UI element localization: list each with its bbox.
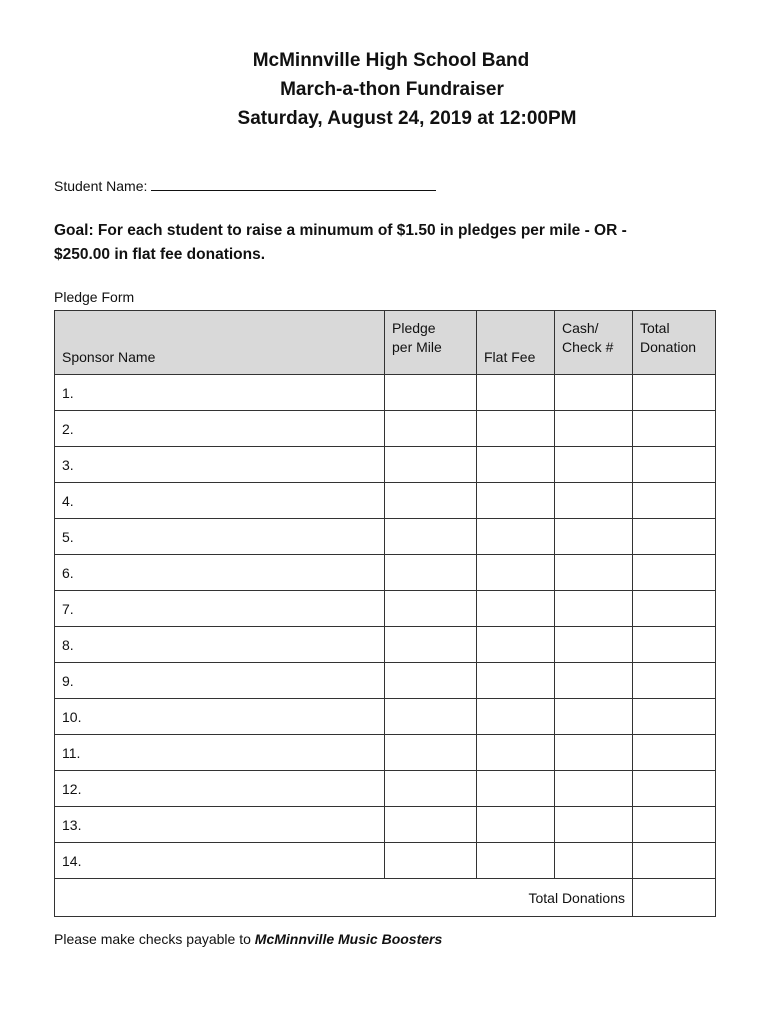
flat-fee-cell[interactable] (477, 375, 555, 411)
sponsor-name-cell[interactable]: 12. (55, 771, 385, 807)
cash-check-cell[interactable] (555, 699, 633, 735)
header-cash-check: Cash/ Check # (555, 311, 633, 375)
cash-check-cell[interactable] (555, 447, 633, 483)
pledge-per-mile-cell[interactable] (385, 699, 477, 735)
sponsor-name-cell[interactable]: 11. (55, 735, 385, 771)
student-name-blank[interactable] (151, 176, 436, 191)
pledge-per-mile-cell[interactable] (385, 519, 477, 555)
total-donation-cell[interactable] (633, 627, 716, 663)
table-row (55, 771, 716, 807)
flat-fee-cell[interactable] (477, 555, 555, 591)
goal-line-1: Goal: For each student to raise a minumum of $1.50 in pledges per mile - OR - (54, 222, 627, 239)
pledge-per-mile-cell[interactable] (385, 375, 477, 411)
pledge-per-mile-cell[interactable] (385, 807, 477, 843)
pledge-form-label: Pledge Form (54, 289, 135, 305)
sponsor-name-cell[interactable]: 13. (55, 807, 385, 843)
title-event-name: March-a-thon Fundraiser (280, 79, 504, 100)
pledge-per-mile-cell[interactable] (385, 447, 477, 483)
cash-check-cell[interactable] (555, 519, 633, 555)
table-row (55, 483, 716, 519)
cash-check-cell[interactable] (555, 735, 633, 771)
pledge-per-mile-cell[interactable] (385, 483, 477, 519)
sponsor-name-cell[interactable]: 6. (55, 555, 385, 591)
total-donation-cell[interactable] (633, 663, 716, 699)
document-title (0, 46, 770, 133)
cash-check-cell[interactable] (555, 771, 633, 807)
goal-line-2: $250.00 in flat fee donations. (54, 246, 266, 263)
total-donations-label: Total Donations (55, 879, 633, 917)
pledge-per-mile-cell[interactable] (385, 555, 477, 591)
goal-statement (54, 219, 714, 267)
header-flat-fee: Flat Fee (477, 311, 555, 375)
flat-fee-cell[interactable] (477, 627, 555, 663)
sponsor-name-cell[interactable]: 10. (55, 699, 385, 735)
total-donation-cell[interactable] (633, 375, 716, 411)
sponsor-name-cell[interactable]: 3. (55, 447, 385, 483)
total-donation-cell[interactable] (633, 519, 716, 555)
sponsor-name-cell[interactable]: 8. (55, 627, 385, 663)
sponsor-name-cell[interactable]: 14. (55, 843, 385, 879)
flat-fee-cell[interactable] (477, 447, 555, 483)
total-donation-cell[interactable] (633, 699, 716, 735)
table-row (55, 627, 716, 663)
total-donation-cell[interactable] (633, 843, 716, 879)
pledge-per-mile-cell[interactable] (385, 591, 477, 627)
sponsor-name-cell[interactable]: 2. (55, 411, 385, 447)
cash-check-cell[interactable] (555, 375, 633, 411)
flat-fee-cell[interactable] (477, 591, 555, 627)
flat-fee-cell[interactable] (477, 843, 555, 879)
pledge-table (54, 310, 716, 917)
total-donation-cell[interactable] (633, 411, 716, 447)
cash-check-cell[interactable] (555, 807, 633, 843)
footer-note (54, 931, 442, 947)
title-school-band: McMinnville High School Band (252, 50, 530, 71)
total-donation-cell[interactable] (633, 555, 716, 591)
table-row (55, 519, 716, 555)
total-donation-cell[interactable] (633, 447, 716, 483)
table-row (55, 447, 716, 483)
total-donation-cell[interactable] (633, 735, 716, 771)
table-row (55, 843, 716, 879)
pledge-table-body (55, 375, 716, 917)
flat-fee-cell[interactable] (477, 699, 555, 735)
total-donations-cell[interactable] (633, 879, 716, 917)
total-donation-cell[interactable] (633, 483, 716, 519)
sponsor-name-cell[interactable]: 1. (55, 375, 385, 411)
footer-payee: McMinnville Music Boosters (254, 931, 443, 947)
table-row (55, 411, 716, 447)
cash-check-cell[interactable] (555, 591, 633, 627)
pledge-table-header (55, 311, 716, 375)
header-total-donation: Total Donation (633, 311, 716, 375)
flat-fee-cell[interactable] (477, 735, 555, 771)
table-row (55, 807, 716, 843)
pledge-per-mile-cell[interactable] (385, 843, 477, 879)
sponsor-name-cell[interactable]: 9. (55, 663, 385, 699)
sponsor-name-cell[interactable]: 4. (55, 483, 385, 519)
table-row (55, 699, 716, 735)
cash-check-cell[interactable] (555, 555, 633, 591)
header-pledge-per-mile: Pledge per Mile (385, 311, 477, 375)
table-row (55, 375, 716, 411)
flat-fee-cell[interactable] (477, 411, 555, 447)
pledge-per-mile-cell[interactable] (385, 771, 477, 807)
table-row (55, 663, 716, 699)
total-donation-cell[interactable] (633, 591, 716, 627)
pledge-per-mile-cell[interactable] (385, 735, 477, 771)
footer-text: Please make checks payable to (54, 931, 255, 947)
cash-check-cell[interactable] (555, 483, 633, 519)
table-row (55, 591, 716, 627)
pledge-per-mile-cell[interactable] (385, 627, 477, 663)
pledge-per-mile-cell[interactable] (385, 411, 477, 447)
pledge-per-mile-cell[interactable] (385, 663, 477, 699)
student-name-label: Student Name: (54, 178, 148, 194)
flat-fee-cell[interactable] (477, 483, 555, 519)
flat-fee-cell[interactable] (477, 519, 555, 555)
flat-fee-cell[interactable] (477, 663, 555, 699)
table-row (55, 735, 716, 771)
sponsor-name-cell[interactable]: 5. (55, 519, 385, 555)
cash-check-cell[interactable] (555, 663, 633, 699)
student-name-field (54, 176, 436, 194)
table-row (55, 555, 716, 591)
cash-check-cell[interactable] (555, 411, 633, 447)
total-donations-row (55, 879, 716, 917)
header-sponsor-name: Sponsor Name (55, 311, 385, 375)
flat-fee-cell[interactable] (477, 807, 555, 843)
title-event-date: Saturday, August 24, 2019 at 12:00PM (237, 108, 577, 129)
total-donation-cell[interactable] (633, 807, 716, 843)
cash-check-cell[interactable] (555, 843, 633, 879)
sponsor-name-cell[interactable]: 7. (55, 591, 385, 627)
flat-fee-cell[interactable] (477, 771, 555, 807)
total-donation-cell[interactable] (633, 771, 716, 807)
cash-check-cell[interactable] (555, 627, 633, 663)
